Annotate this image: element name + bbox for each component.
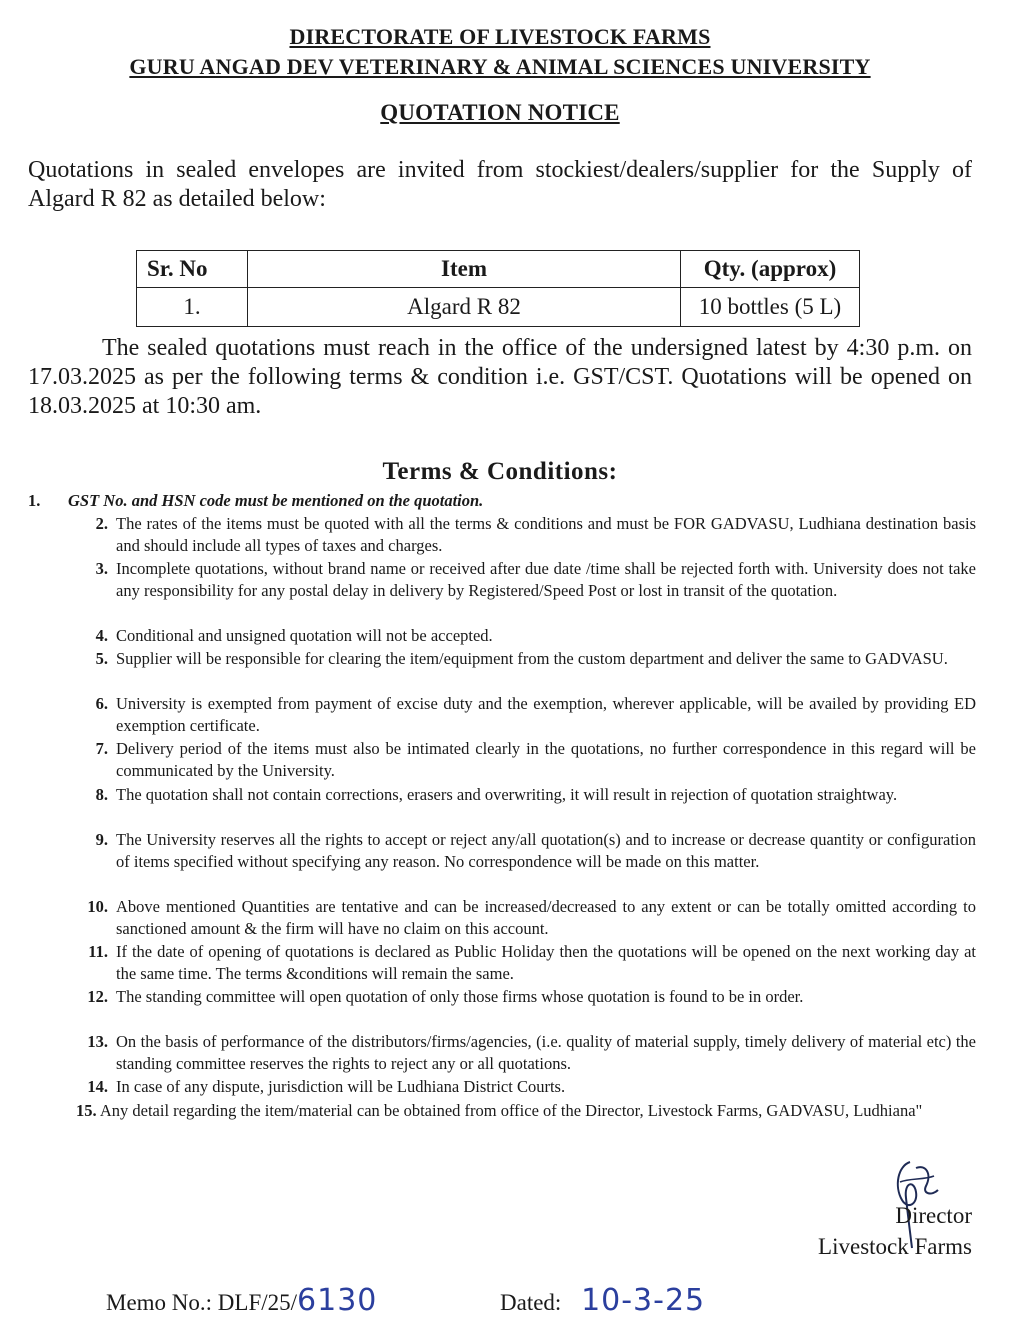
intro-paragraph: Quotations in sealed envelopes are invited from stockiest/dealers/supplier for the Supply of Algard R 82 as detailed below: <box>28 157 972 212</box>
term-number: 2. <box>95 514 108 533</box>
term-number: 8. <box>95 785 108 804</box>
dated-field <box>500 1283 705 1318</box>
terms-heading: Terms & Conditions: <box>382 458 618 485</box>
term-item <box>76 1100 976 1122</box>
dated-handwritten-date: 10-3-25 <box>581 1283 706 1318</box>
term-item <box>95 648 976 670</box>
term-item <box>87 986 976 1008</box>
term-item <box>87 1031 976 1076</box>
memo-label: Memo No.: DLF/25/ <box>106 1290 298 1315</box>
notice-title: QUOTATION NOTICE <box>380 100 620 125</box>
term-item <box>95 625 976 647</box>
term-number: 3. <box>95 559 108 578</box>
term-text: On the basis of performance of the distributors/firms/agencies, (i.e. quality of material supply, timely delivery of material etc) the standing committee reserves the rights to reject any or all quotations. <box>116 1032 976 1074</box>
column-header-qty: Qty. (approx) <box>681 251 860 288</box>
term-number: 10. <box>87 897 108 916</box>
term-text: In case of any dispute, jurisdiction will be Ludhiana District Courts. <box>116 1077 566 1096</box>
term-item <box>95 558 976 603</box>
term-number: 5. <box>95 649 108 668</box>
term-number: 12. <box>87 987 108 1006</box>
header-university: GURU ANGAD DEV VETERINARY & ANIMAL SCIENCES UNIVERSITY <box>129 54 871 79</box>
table-header-row <box>137 251 860 288</box>
term-text: Incomplete quotations, without brand name or received after due date /time shall be rejected forth with. University does not take any responsibility for any postal delay in delivery by Registered/Speed Post or lost in transit of the quotation. <box>116 559 976 601</box>
term-text: The standing committee will open quotation of only those firms whose quotation is found to be in order. <box>116 987 804 1006</box>
term-item <box>95 513 976 558</box>
item-table <box>136 250 860 327</box>
header-directorate: DIRECTORATE OF LIVESTOCK FARMS <box>289 24 711 49</box>
term-number: 11. <box>88 942 108 961</box>
cell-qty: 10 bottles (5 L) <box>681 288 860 327</box>
term-item <box>87 896 976 941</box>
column-header-item: Item <box>248 251 681 288</box>
signatory-office: Livestock Farms <box>818 1234 972 1259</box>
cell-sr-no: 1. <box>137 288 248 327</box>
term-text: The quotation shall not contain corrections, erasers and overwriting, it will result in rejection of quotation straightway. <box>116 785 898 804</box>
term-number: 7. <box>95 739 108 758</box>
term-item <box>95 829 976 874</box>
term-text: Conditional and unsigned quotation will not be accepted. <box>116 626 493 645</box>
term-text: GST No. and HSN code must be mentioned on the quotation. <box>68 491 484 510</box>
term-number: 6. <box>95 694 108 713</box>
term-text: Supplier will be responsible for clearing the item/equipment from the custom department and deliver the same to GADVASU. <box>116 649 948 668</box>
term-item <box>87 1076 976 1098</box>
term-number: 15. <box>76 1101 97 1120</box>
term-item <box>88 941 976 986</box>
term-number: 9. <box>95 830 108 849</box>
term-item <box>95 738 976 783</box>
table-row <box>137 288 860 327</box>
term-number: 14. <box>87 1077 108 1096</box>
term-text: The University reserves all the rights to accept or reject any/all quotation(s) and to increase or decrease quantity or configuration of items specified without specifying any reason. No correspondence will be made on this matter. <box>116 830 976 872</box>
term-text: If the date of opening of quotations is declared as Public Holiday then the quotations will be opened on the next working day at the same time. The terms &conditions will remain the same. <box>116 942 976 984</box>
memo-number <box>106 1283 377 1318</box>
term-number: 13. <box>87 1032 108 1051</box>
term-text: Any detail regarding the item/material can be obtained from office of the Director, Livestock Farms, GADVASU, Ludhiana" <box>99 1101 923 1120</box>
term-text: Above mentioned Quantities are tentative and can be increased/decreased to any extent or can be totally omitted according to sanctioned amount & the firm will have no claim on this account. <box>116 897 976 939</box>
signatory-title: Director <box>895 1203 972 1228</box>
submission-text: The sealed quotations must reach in the office of the undersigned latest by 4:30 p.m. on 17.03.2025 as per the following terms & condition i.e. GST/CST. Quotations will be opened on 18.03.2025 at 10:30 am. <box>28 335 972 419</box>
term-number: 4. <box>95 626 108 645</box>
term-item <box>95 693 976 738</box>
signatory-block <box>780 1200 972 1262</box>
submission-paragraph <box>28 334 972 421</box>
dated-label: Dated: <box>500 1290 562 1315</box>
cell-item: Algard R 82 <box>248 288 681 327</box>
column-header-sr-no: Sr. No <box>137 251 248 288</box>
term-item <box>28 490 483 512</box>
term-item <box>95 784 976 806</box>
term-text: Delivery period of the items must also be intimated clearly in the quotations, no further correspondence in this regard will be communicated by the University. <box>116 739 976 781</box>
term-text: University is exempted from payment of excise duty and the exemption, wherever applicable, will be availed by providing ED exemption certificate. <box>116 694 976 736</box>
term-number: 1. <box>28 491 41 510</box>
term-text: The rates of the items must be quoted with all the terms & conditions and must be FOR GADVASU, Ludhiana destination basis and should include all types of taxes and charges. <box>116 514 976 556</box>
memo-handwritten-number: 6130 <box>297 1283 378 1318</box>
